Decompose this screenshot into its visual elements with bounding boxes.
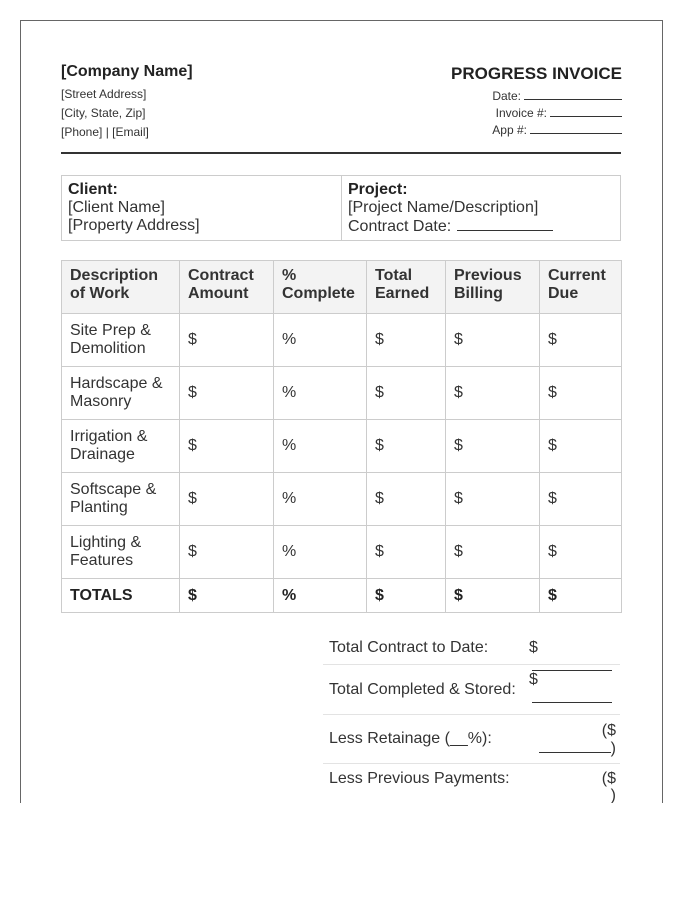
dollar-sign: $ [529, 671, 538, 688]
row-description: Softscape & Planting [62, 473, 180, 526]
percent-complete-cell[interactable]: % [274, 314, 367, 367]
contract-to-date-label: Total Contract to Date: [329, 639, 489, 656]
previous-billing-cell[interactable]: $ [446, 367, 540, 420]
contract-amount-cell[interactable]: $ [180, 314, 274, 367]
company-name: [Company Name] [61, 63, 193, 80]
client-section [62, 176, 342, 240]
app-number-label: App #: [492, 123, 527, 137]
row-description: Hardscape & Masonry [62, 367, 180, 420]
close-paren: ) [610, 787, 616, 803]
contract-date-blank[interactable] [457, 217, 553, 231]
total-earned-cell[interactable]: $ [367, 420, 446, 473]
previous-billing-cell[interactable]: $ [446, 473, 540, 526]
contract-amount-cell[interactable]: $ [180, 526, 274, 579]
percent-complete-cell[interactable]: % [274, 526, 367, 579]
table-row [62, 526, 622, 579]
contract-date-label: Contract Date: [348, 218, 452, 235]
invoice-title: PROGRESS INVOICE [451, 64, 622, 83]
col-total-earned: Total Earned [367, 261, 446, 314]
row-description: Site Prep & Demolition [62, 314, 180, 367]
phone-email: [Phone] | [Email] [61, 125, 149, 139]
previous-billing-cell[interactable]: $ [446, 420, 540, 473]
contract-amount-cell[interactable]: $ [180, 420, 274, 473]
summary-row-retainage [323, 715, 620, 764]
summary-row-contract-to-date [323, 633, 620, 665]
completed-stored-value[interactable] [525, 665, 620, 714]
total-earned-cell[interactable]: $ [367, 526, 446, 579]
street-address: [Street Address] [61, 87, 147, 101]
table-row [62, 473, 622, 526]
previous-billing-cell[interactable]: $ [446, 526, 540, 579]
col-contract-amount: Contract Amount [180, 261, 274, 314]
invoice-sheet [20, 20, 663, 803]
client-name[interactable]: [Client Name] [68, 199, 165, 216]
current-due-cell[interactable]: $ [540, 420, 622, 473]
app-number-field[interactable] [492, 122, 622, 137]
percent-complete-cell[interactable]: % [274, 473, 367, 526]
totals-previous-billing[interactable]: $ [446, 579, 540, 613]
total-earned-cell[interactable]: $ [367, 473, 446, 526]
percent-complete-cell[interactable]: % [274, 367, 367, 420]
current-due-cell[interactable]: $ [540, 526, 622, 579]
col-percent-complete: % Complete [274, 261, 367, 314]
date-field[interactable] [492, 88, 622, 103]
project-label: Project: [348, 181, 408, 198]
retainage-blank[interactable] [539, 739, 611, 753]
totals-current-due[interactable]: $ [540, 579, 622, 613]
col-previous-billing: Previous Billing [446, 261, 540, 314]
totals-row [62, 579, 622, 613]
contract-amount-cell[interactable]: $ [180, 367, 274, 420]
row-description: Lighting & Features [62, 526, 180, 579]
invoice-number-label: Invoice #: [495, 106, 547, 120]
city-state-zip: [City, State, Zip] [61, 106, 146, 120]
app-number-blank[interactable] [530, 122, 622, 134]
open-paren: ($ [601, 770, 616, 787]
invoice-number-blank[interactable] [550, 105, 622, 117]
summary-row-previous-payments [323, 764, 620, 803]
total-earned-cell[interactable]: $ [367, 367, 446, 420]
retainage-label: Less Retainage (__%): [329, 730, 492, 747]
date-blank[interactable] [524, 88, 622, 100]
close-paren: ) [610, 739, 616, 757]
previous-payments-value[interactable] [525, 764, 620, 803]
contract-amount-cell[interactable]: $ [180, 473, 274, 526]
dollar-sign: $ [529, 639, 538, 656]
retainage-value[interactable] [525, 716, 620, 763]
totals-total-earned[interactable]: $ [367, 579, 446, 613]
previous-payments-label: Less Previous Payments: [329, 770, 510, 787]
total-earned-cell[interactable]: $ [367, 314, 446, 367]
current-due-cell[interactable]: $ [540, 367, 622, 420]
client-project-box [61, 175, 621, 241]
current-due-cell[interactable]: $ [540, 314, 622, 367]
percent-complete-cell[interactable]: % [274, 420, 367, 473]
date-label: Date: [492, 89, 521, 103]
invoice-number-field[interactable] [496, 105, 622, 120]
summary-section [323, 633, 620, 803]
totals-contract-amount[interactable]: $ [180, 579, 274, 613]
property-address[interactable]: [Property Address] [68, 217, 200, 234]
col-current-due: Current Due [540, 261, 622, 314]
project-section [342, 176, 559, 240]
table-row [62, 314, 622, 367]
contract-to-date-value[interactable] [525, 633, 620, 664]
completed-stored-blank[interactable] [532, 689, 612, 703]
client-label: Client: [68, 181, 118, 198]
totals-percent-complete[interactable]: % [274, 579, 367, 613]
open-paren: ($ [601, 721, 616, 739]
row-description: Irrigation & Drainage [62, 420, 180, 473]
work-table [61, 260, 622, 613]
totals-label: TOTALS [62, 579, 180, 613]
col-description: Description of Work [62, 261, 180, 314]
table-row [62, 420, 622, 473]
summary-row-completed-stored [323, 665, 620, 715]
header-divider [61, 152, 621, 154]
table-header-row [62, 261, 622, 314]
table-row [62, 367, 622, 420]
completed-stored-label: Total Completed & Stored: [329, 680, 516, 698]
current-due-cell[interactable]: $ [540, 473, 622, 526]
contract-date-field[interactable] [348, 217, 553, 236]
project-name[interactable]: [Project Name/Description] [348, 199, 539, 216]
previous-billing-cell[interactable]: $ [446, 314, 540, 367]
